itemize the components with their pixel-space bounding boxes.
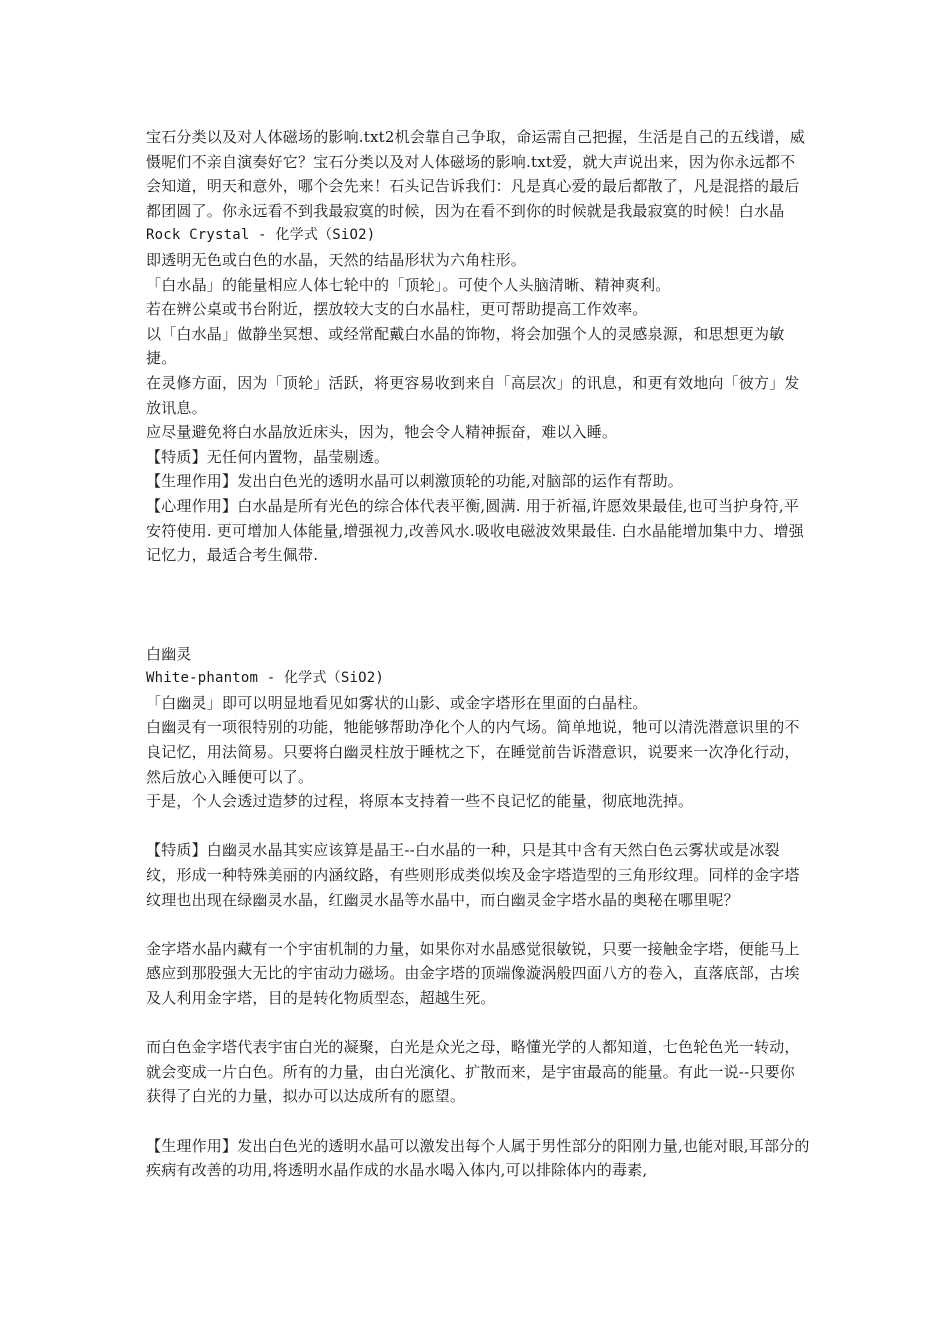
rock-crystal-psych: 【心理作用】白水晶是所有光色的综合体代表平衡,圆满. 用于祈福,许愿效果最佳,也可当护身符,平安符使用. 更可增加人体能量,增强视力,改善风水.吸收电磁波效果最佳. 白水晶能增加集中力、增强记忆力，最适合考生佩带. [146, 496, 804, 565]
rock-crystal-trait: 【特质】无任何内置物，晶莹剔透。 [146, 447, 390, 466]
white-phantom-title: 白幽灵 [146, 644, 192, 663]
white-phantom-line-3: 于是，个人会透过造梦的过程，将原本支持着一些不良记忆的能量，彻底地洗掉。 [146, 792, 694, 811]
paragraph-spacer [146, 1011, 810, 1036]
paragraph-spacer [146, 912, 810, 937]
white-phantom-trait: 【特质】白幽灵水晶其实应该算是晶王--白水晶的一种，只是其中含有天然白色云雾状或是冰裂纹，形成一种特殊美丽的内涵纹路，有些则形成类似埃及金字塔造型的三角形纹理。同样的金字塔纹理也出现在绿幽灵水晶，红幽灵水晶等水晶中，而白幽灵金字塔水晶的奥秘在哪里呢？ [146, 841, 800, 909]
rock-crystal-line-2: 「白水晶」的能量相应人体七轮中的「顶轮」。可使个人头脑清晰、精神爽利。 [146, 275, 671, 294]
document-body [146, 125, 810, 1183]
rock-crystal-line-3: 若在辨公桌或书台附近，摆放较大支的白水晶柱，更可帮助提高工作效率。 [146, 300, 648, 319]
rock-crystal-physio: 【生理作用】发出白色光的透明水晶可以刺激顶轮的功能,对脑部的运作有帮助。 [146, 472, 683, 491]
rock-crystal-line-5: 在灵修方面，因为「顶轮」活跃，将更容易收到来自「高层次」的讯息，和更有效地向「彼方」发放讯息。 [146, 373, 800, 417]
section-spacer [146, 568, 810, 642]
white-phantom-subtitle: White-phantom - 化学式（SiO2) [146, 670, 385, 687]
paragraph-spacer [146, 814, 810, 839]
white-phantom-physio: 【生理作用】发出白色光的透明水晶可以激发出每个人属于男性部分的阳刚力量,也能对眼,耳部分的疾病有改善的功用,将透明水晶作成的水晶水喝入体内,可以排除体内的毒素, [146, 1136, 810, 1180]
paragraph-spacer [146, 1109, 810, 1134]
intro-paragraph: 宝石分类以及对人体磁场的影响.txt2机会靠自己争取，命运需自己把握，生活是自己的五线谱，威慑呢们不亲自演奏好它？宝石分类以及对人体磁场的影响.txt爱，就大声说出来，因为你永远都不会知道，明天和意外，哪个会先来！石头记告诉我们：凡是真心爱的最后都散了，凡是混搭的最后都团圆了。你永远看不到我最寂寞的时候，因为在看不到你的时候就是我最寂寞的时候！白水晶 [146, 128, 806, 220]
white-phantom-line-1: 「白幽灵」即可以明显地看见如雾状的山影、或金字塔形在里面的白晶柱。 [146, 693, 648, 712]
rock-crystal-line-4: 以「白水晶」做静坐冥想、或经常配戴白水晶的饰物，将会加强个人的灵感泉源，和思想更为敏捷。 [146, 324, 785, 368]
rock-crystal-subtitle: Rock Crystal - 化学式（SiO2) [146, 227, 376, 244]
white-phantom-white-light: 而白色金字塔代表宇宙白光的凝聚，白光是众光之母，略懂光学的人都知道，七色轮色光一转动，就会变成一片白色。所有的力量，由白光演化、扩散而来，是宇宙最高的能量。有此一说--只要你获得了白光的力量，拟办可以达成所有的愿望。 [146, 1038, 800, 1106]
white-phantom-pyramid: 金字塔水晶内藏有一个宇宙机制的力量，如果你对水晶感觉很敏锐，只要一接触金字塔，便能马上感应到那股强大无比的宇宙动力磁场。由金字塔的顶端像漩涡般四面八方的卷入，直落底部，古埃及人利用金字塔，目的是转化物质型态，超越生死。 [146, 939, 800, 1007]
rock-crystal-line-1: 即透明无色或白色的水晶，天然的结晶形状为六角柱形。 [146, 250, 527, 269]
white-phantom-line-2: 白幽灵有一项很特别的功能，牠能够帮助净化个人的内气场。简单地说，牠可以清洗潜意识里的不良记忆，用法简易。只要将白幽灵柱放于睡枕之下，在睡觉前告诉潜意识，说要来一次净化行动，然后放心入睡便可以了。 [146, 718, 800, 786]
rock-crystal-line-6: 应尽量避免将白水晶放近床头，因为，牠会令人精神振奋，难以入睡。 [146, 423, 618, 442]
